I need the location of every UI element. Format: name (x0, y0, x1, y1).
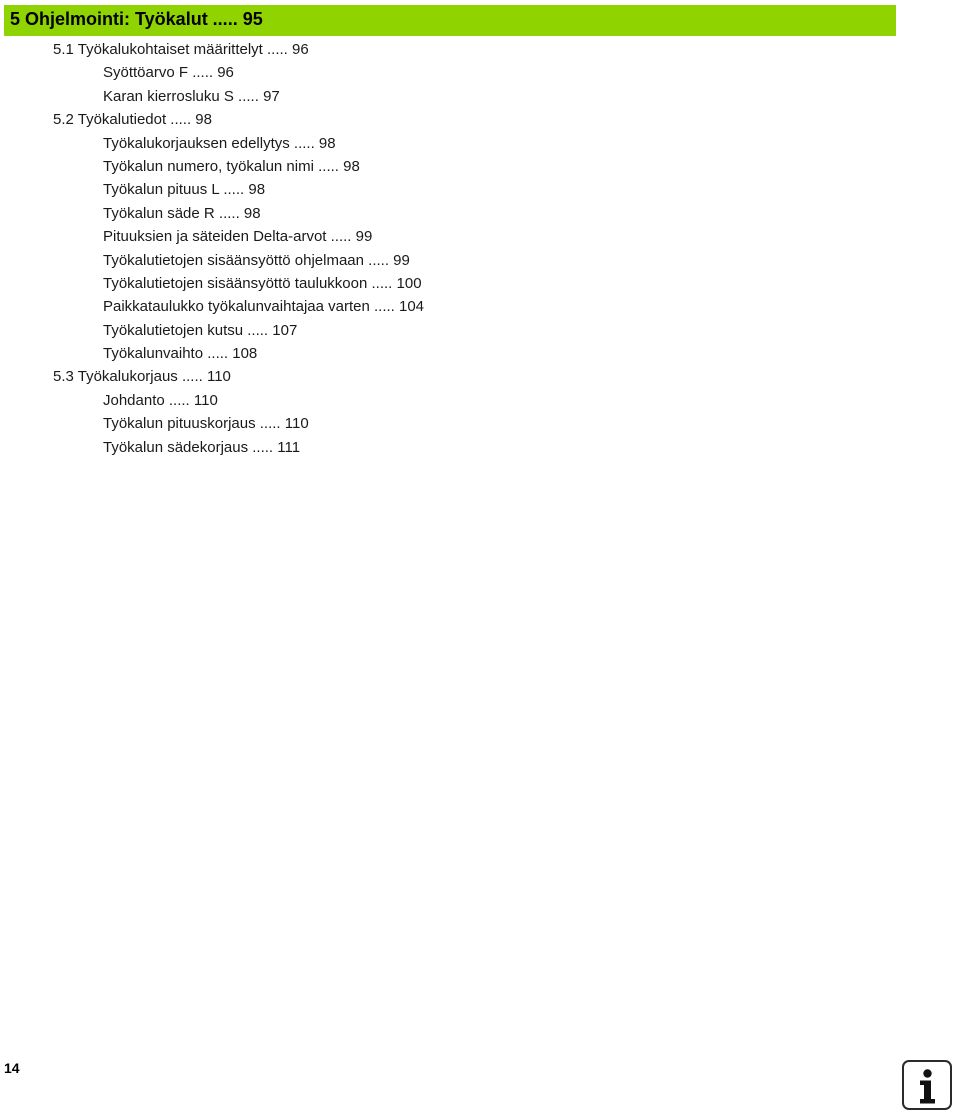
toc-entry-link[interactable]: Työkalukorjauksen edellytys ..... 98 (103, 134, 336, 152)
toc-entry-link[interactable]: Syöttöarvo F ..... 96 (103, 64, 234, 82)
toc-entry-link[interactable]: 5.1 Työkalukohtaiset määrittelyt ..... 96 (53, 41, 309, 58)
toc-entry-link[interactable]: Työkalun sädekorjaus ..... 111 (103, 438, 301, 456)
toc-subsection-entry (0, 132, 900, 155)
page-number: 14 (4, 1060, 20, 1076)
toc-entry-link[interactable]: Työkalun pituuskorjaus ..... 110 (103, 415, 309, 433)
info-button[interactable] (902, 1060, 952, 1110)
toc-entry-link[interactable]: Johdanto ..... 110 (103, 391, 218, 409)
toc-section-entry (0, 38, 900, 61)
toc-entry-link[interactable]: Työkalutietojen kutsu ..... 107 (103, 321, 298, 339)
toc-entry-link[interactable]: 5.3 Työkalukorjaus ..... 110 (53, 368, 231, 386)
toc-entry-link[interactable]: Työkalutietojen sisäänsyöttö ohjelmaan ..... 99 (103, 251, 410, 269)
toc-subsection-entry (0, 155, 900, 178)
toc-entry-link[interactable]: Työkalun säde R ..... 98 (103, 204, 261, 222)
toc-subsection-entry (0, 178, 900, 201)
toc-entry-link[interactable]: Työkalutietojen sisäänsyöttö taulukkoon ..... 100 (103, 274, 422, 292)
toc-subsection-entry (0, 389, 900, 412)
info-icon (904, 1062, 950, 1108)
toc-subsection-entry (0, 202, 900, 225)
toc-subsection-entry (0, 225, 900, 248)
toc-entry-link[interactable]: Karan kierrosluku S ..... 97 (103, 87, 280, 105)
toc-entry-link[interactable]: Työkalunvaihto ..... 108 (103, 345, 258, 363)
toc-section-entry (0, 108, 900, 131)
toc-subsection-entry (0, 272, 900, 295)
toc-entry-link[interactable]: Paikkataulukko työkalunvaihtajaa varten ..... 104 (103, 298, 425, 316)
toc-subsection-entry (0, 295, 900, 318)
toc-subsection-entry (0, 85, 900, 108)
toc-subsection-entry (0, 319, 900, 342)
toc-subsection-entry (0, 436, 900, 459)
toc-entry-link[interactable]: 5.2 Työkalutiedot ..... 98 (53, 111, 212, 129)
toc-subsection-entry (0, 342, 900, 365)
toc-entry-link[interactable]: Työkalun pituus L ..... 98 (103, 181, 266, 199)
toc-section-entry (0, 365, 900, 388)
chapter-title[interactable]: 5 Ohjelmointi: Työkalut ..... 95 (10, 9, 263, 29)
toc-entry-link[interactable]: Pituuksien ja säteiden Delta-arvot ..... 99 (103, 228, 373, 246)
toc-subsection-entry (0, 412, 900, 435)
table-of-contents (0, 38, 900, 459)
toc-subsection-entry (0, 61, 900, 84)
toc-subsection-entry (0, 249, 900, 272)
toc-entry-link[interactable]: Työkalun numero, työkalun nimi ..... 98 (103, 157, 360, 175)
